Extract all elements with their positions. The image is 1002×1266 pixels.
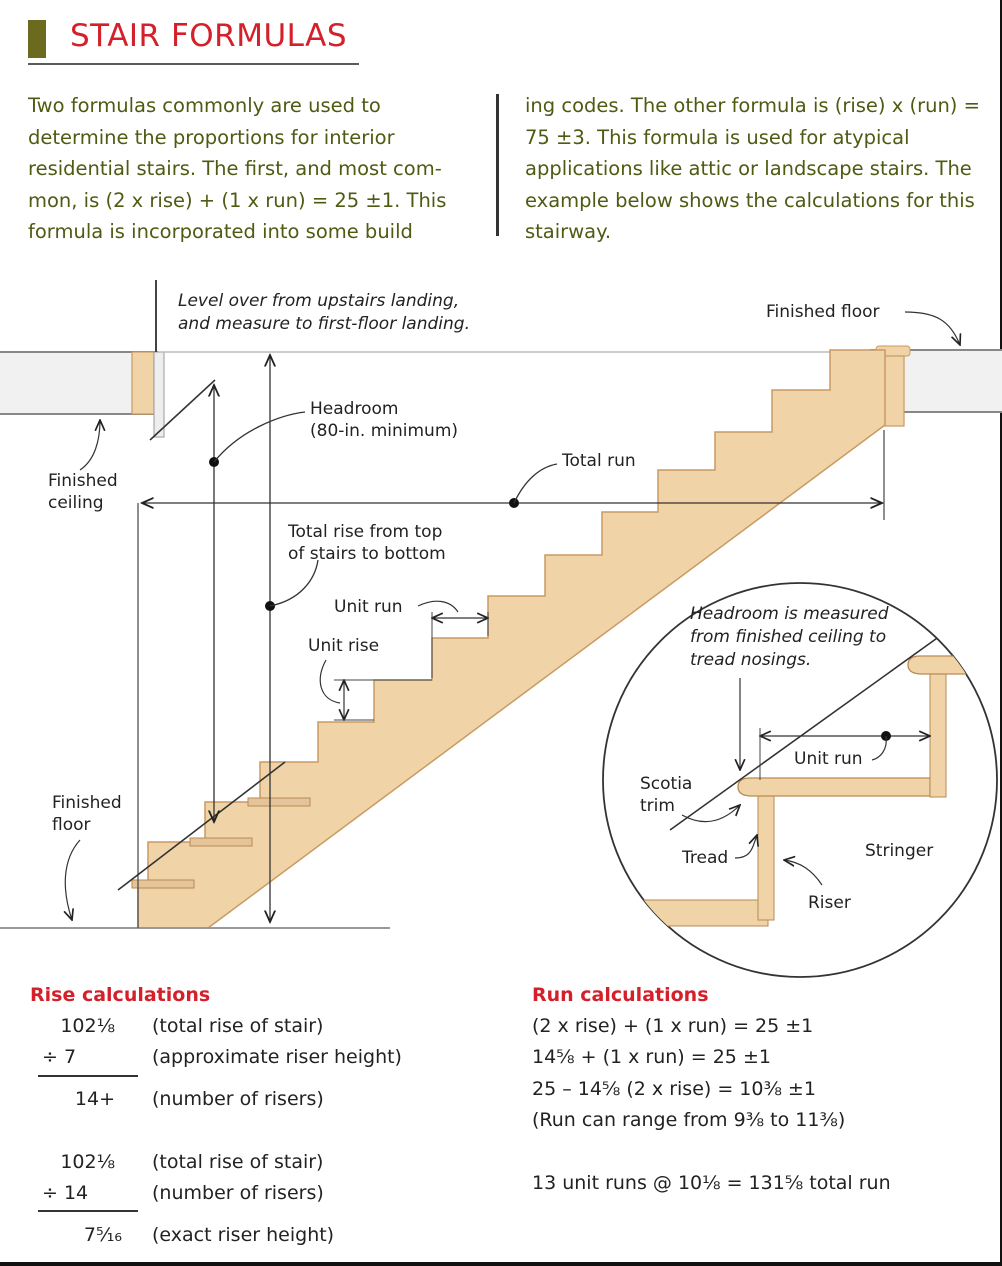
rise-total-value-2: 102⅛	[60, 1151, 115, 1173]
run-substitution-line: 14⅝ + (1 x run) = 25 ±1	[532, 1046, 771, 1068]
finished-floor-bottom-label-1: Finished	[52, 793, 122, 813]
stringer-label: Stringer	[865, 841, 934, 861]
total-run-label: Total run	[562, 451, 636, 471]
total-rise-label-1: Total rise from top	[288, 522, 443, 542]
intro-column-2: ing codes. The other formula is (rise) x (run) = 75 ±3. This formula is used for atypical applications like attic or landscape stairs. The example below shows the calculations for this stairway.	[525, 94, 980, 243]
rise-divisor-value: ÷ 7	[42, 1046, 77, 1068]
finished-ceiling-label-2: ceiling	[48, 493, 104, 513]
scotia-label-1: Scotia	[640, 774, 693, 794]
headroom-min-label: (80-in. minimum)	[310, 421, 459, 441]
detail-note-line3: tread nosings.	[690, 650, 812, 670]
run-formula-line: (2 x rise) + (1 x run) = 25 ±1	[532, 1015, 814, 1037]
run-calculations-heading: Run calculations	[532, 984, 709, 1006]
detail-unit-run-label: Unit run	[794, 749, 863, 769]
intro-column-1: Two formulas commonly are used to determine the proportions for interior residential stairs. The first, and most common, is (2 x rise) + (1 x run) = 25 ±1. This formula is incorporated into some build	[28, 94, 447, 243]
rise-total-text: (total rise of stair)	[152, 1015, 324, 1037]
detail-note-line1: Headroom is measured	[690, 604, 889, 624]
tread-label: Tread	[682, 848, 729, 868]
finished-floor-bottom-label-2: floor	[52, 815, 91, 835]
level-note-line2: and measure to first-floor landing.	[178, 314, 470, 334]
header-joist-left	[132, 352, 154, 414]
headroom-label: Headroom	[310, 399, 399, 419]
rise-risers-text: (number of risers)	[152, 1088, 324, 1110]
finished-floor-top-label: Finished floor	[766, 302, 880, 322]
finished-ceiling-label-1: Finished	[48, 471, 118, 491]
riser-label: Riser	[808, 893, 851, 913]
rise-divisor-value-2: ÷ 14	[42, 1182, 89, 1204]
rise-divisor-text: (approximate riser height)	[152, 1046, 402, 1068]
rise-exact-value: 7⁵⁄₁₆	[83, 1224, 122, 1246]
rise-divisor-text-2: (number of risers)	[152, 1182, 324, 1204]
run-total-line: 13 unit runs @ 10⅛ = 131⅝ total run	[532, 1172, 891, 1194]
rise-total-text-2: (total rise of stair)	[152, 1151, 324, 1173]
rise-total-value: 102⅛	[60, 1015, 115, 1037]
rise-calculations-heading: Rise calculations	[30, 984, 211, 1006]
run-result-line: 25 – 14⅝ (2 x rise) = 10⅜ ±1	[532, 1078, 816, 1100]
scotia-label-2: trim	[640, 796, 675, 816]
unit-run-label: Unit run	[334, 597, 403, 617]
rise-divider-2	[38, 1210, 138, 1212]
rise-divider-1	[38, 1075, 138, 1077]
total-rise-label-2: of stairs to bottom	[288, 544, 446, 564]
detail-note-line2: from finished ceiling to	[690, 627, 887, 647]
rise-exact-text: (exact riser height)	[152, 1224, 335, 1246]
level-note-line1: Level over from upstairs landing,	[178, 291, 460, 311]
unit-rise-label: Unit rise	[308, 636, 380, 656]
run-range-line: (Run can range from 9⅜ to 11⅜)	[532, 1109, 846, 1131]
page-title: STAIR FORMULAS	[70, 18, 348, 54]
rise-risers-value: 14+	[74, 1088, 115, 1110]
